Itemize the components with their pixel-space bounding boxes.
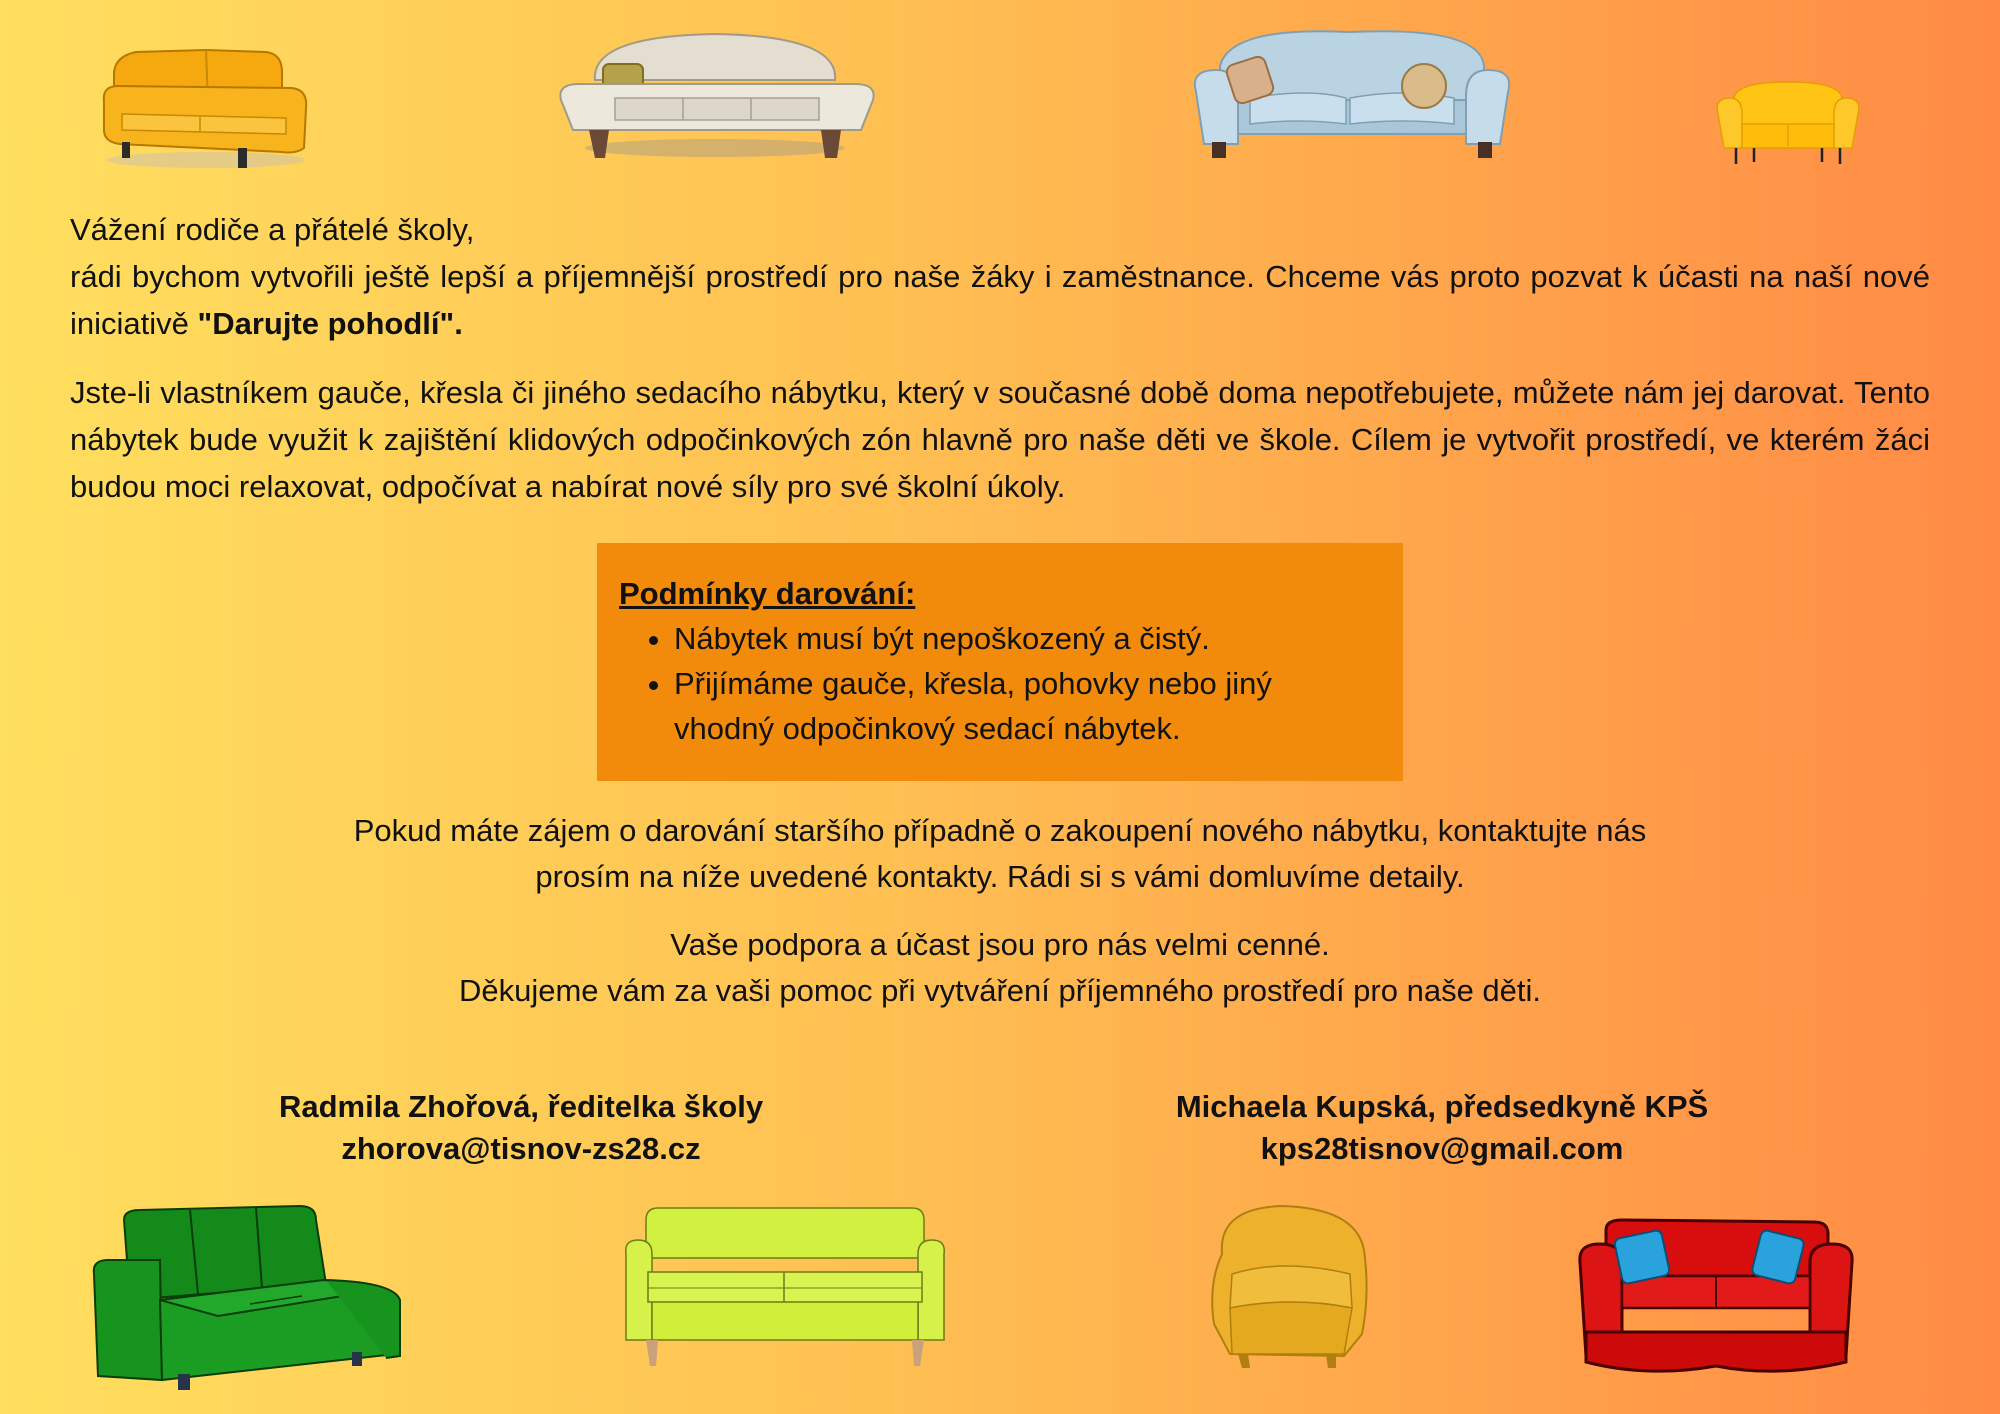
yellow-sofa-icon — [96, 42, 312, 172]
intro-text-body: rádi bychom vytvořili ještě lepší a příjemnější prostředí pro naše žáky i zaměstnance. Chceme vás proto pozvat k účasti na naší nové iniciativě — [70, 259, 1930, 341]
conditions-item: • Nábytek musí být nepoškozený a čistý. — [674, 616, 1379, 661]
lime-sofa-icon — [624, 1204, 946, 1370]
intro-paragraph — [70, 206, 1930, 347]
beige-sofa-icon — [555, 30, 880, 170]
greeting: Vážení rodiče a přátelé školy, — [70, 212, 475, 247]
signature-email[interactable]: zhorova@tisnov-zs28.cz — [341, 1131, 701, 1166]
light-blue-sofa-icon — [1190, 26, 1514, 172]
thanks-line: Vaše podpora a účast jsou pro nás velmi cenné. — [670, 927, 1330, 962]
small-yellow-loveseat-icon — [1714, 78, 1862, 166]
contact-line: Pokud máte zájem o darování staršího případně o zakoupení nového nábytku, kontaktujte nás — [353, 813, 1647, 848]
red-sofa-icon — [1578, 1216, 1854, 1380]
thanks-line: Děkujeme vám za vaši pomoc při vytváření příjemného prostředí pro naše děti. — [458, 973, 1542, 1008]
signature-kps-chair — [1092, 1086, 1792, 1170]
conditions-item: • Přijímáme gauče, křesla, pohovky nebo jiný vhodný odpočinkový sedací nábytek. — [674, 661, 1379, 751]
body-paragraph-text: Jste-li vlastníkem gauče, křesla či jiného sedacího nábytku, který v současné době doma nepotřebujete, můžete nám jej darovat. Tento nábytek bude využit k zajištění klidových odpočinkových zón hlavně pro naše děti ve škole. Cílem je vytvořit prostředí, ve kterém žáci budou moci relaxovat, odpočívat a nabírat nové síly pro své školní úkoly. — [70, 375, 1930, 504]
signature-email[interactable]: kps28tisnov@gmail.com — [1260, 1131, 1624, 1166]
signature-principal — [171, 1086, 871, 1170]
body-paragraph — [70, 369, 1930, 510]
contact-line: prosím na níže uvedené kontakty. Rádi si s vámi domluvíme detaily. — [535, 859, 1465, 894]
green-sofa-icon — [90, 1204, 402, 1390]
signature-name: Radmila Zhořová, ředitelka školy — [278, 1089, 764, 1124]
yellow-armchair-icon — [1202, 1204, 1372, 1370]
contact-paragraph — [100, 808, 1900, 900]
conditions-list — [619, 616, 1379, 751]
conditions-box — [597, 543, 1403, 781]
conditions-title: Podmínky darování: — [619, 576, 916, 611]
intro-text — [70, 253, 1930, 347]
signature-name: Michaela Kupská, předsedkyně KPŠ — [1175, 1089, 1709, 1124]
thanks-paragraph — [100, 922, 1900, 1014]
initiative-name: "Darujte pohodlí". — [197, 306, 463, 341]
